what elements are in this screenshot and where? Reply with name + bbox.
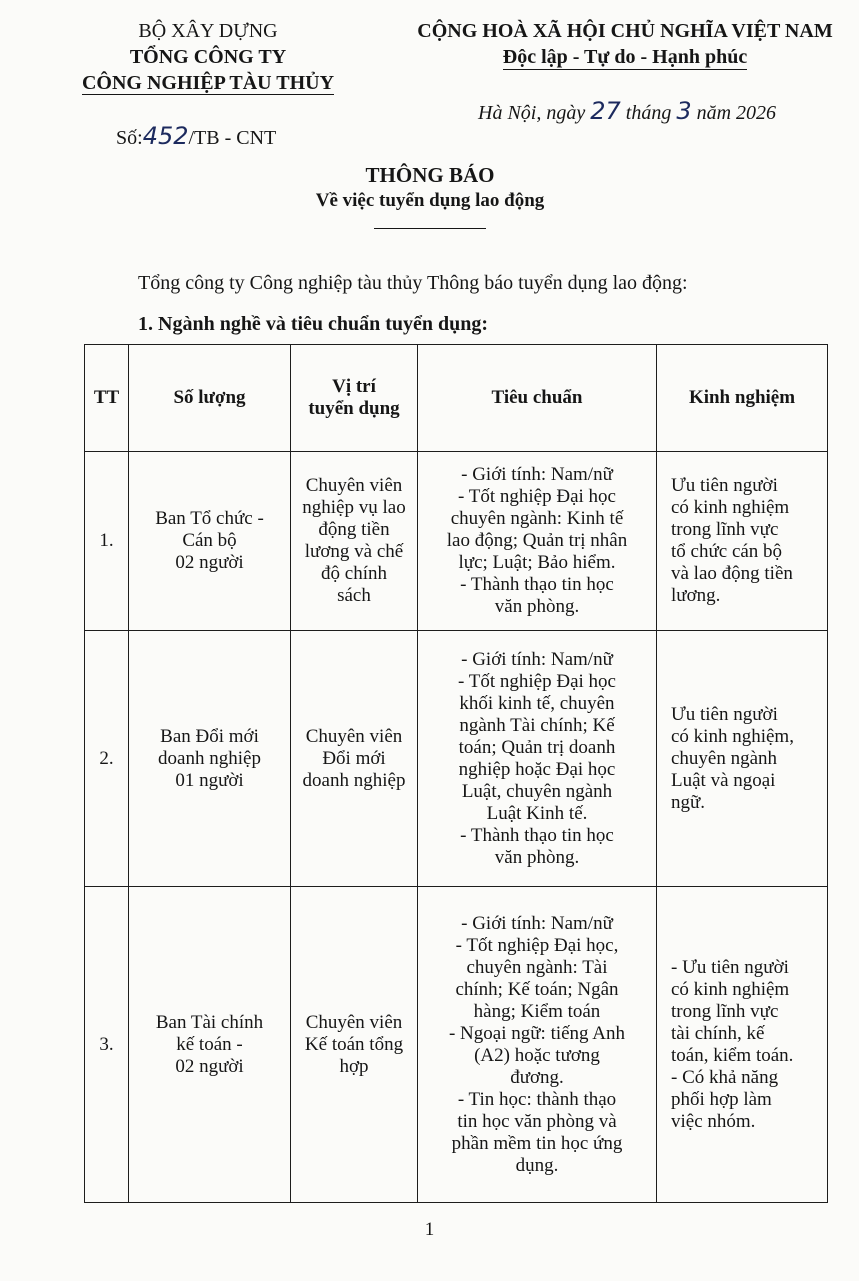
cell-quantity: Ban Tổ chức - Cán bộ 02 người bbox=[129, 452, 291, 631]
cell-position: Chuyên viên Kế toán tổng hợp bbox=[291, 887, 418, 1203]
cell-quantity: Ban Tài chính kế toán - 02 người bbox=[129, 887, 291, 1203]
section-heading: 1. Ngành nghề và tiêu chuẩn tuyển dụng: bbox=[138, 313, 489, 335]
intro-paragraph: Tổng công ty Công nghiệp tàu thủy Thông báo tuyển dụng lao động: bbox=[138, 272, 688, 294]
col-header-position: Vị trí tuyển dụng bbox=[291, 345, 418, 452]
cell-position: Chuyên viên nghiệp vụ lao động tiền lương và chế độ chính sách bbox=[291, 452, 418, 631]
cell-experience: Ưu tiên người có kinh nghiệm trong lĩnh vực tổ chức cán bộ và lao động tiền lương. bbox=[657, 452, 828, 631]
cell-experience: - Ưu tiên người có kinh nghiệm trong lĩnh vực tài chính, kế toán, kiểm toán. - Có khả năng phối hợp làm việc nhóm. bbox=[657, 887, 828, 1203]
col-header-criteria: Tiêu chuẩn bbox=[418, 345, 657, 452]
handwritten-number: 452 bbox=[142, 122, 189, 150]
title-block bbox=[180, 162, 680, 229]
table-header-row bbox=[85, 345, 828, 452]
cell-tt: 1. bbox=[85, 452, 129, 631]
recruitment-table bbox=[84, 344, 828, 1203]
cell-criteria: - Giới tính: Nam/nữ - Tốt nghiệp Đại học, chuyên ngành: Tài chính; Kế toán; Ngân hàng; Kiểm toán - Ngoại ngữ: tiếng Anh (A2) hoặc tương đương. - Tin học: thành thạo tin học văn phòng và phần mềm tin học ứng dụng. bbox=[418, 887, 657, 1203]
nation-name: CỘNG HOÀ XÃ HỘI CHỦ NGHĨA VIỆT NAM bbox=[417, 20, 833, 42]
title-divider bbox=[374, 228, 486, 229]
cell-position: Chuyên viên Đổi mới doanh nghiệp bbox=[291, 631, 418, 887]
issue-date: Hà Nội, ngày 27 tháng 3 năm 2026 bbox=[478, 97, 777, 125]
table-row bbox=[85, 887, 828, 1203]
table-row bbox=[85, 631, 828, 887]
organization-name-line2: CÔNG NGHIỆP TÀU THỦY bbox=[81, 72, 335, 94]
national-motto: Độc lập - Tự do - Hạnh phúc bbox=[502, 46, 748, 68]
cell-quantity: Ban Đổi mới doanh nghiệp 01 người bbox=[129, 631, 291, 887]
cell-criteria: - Giới tính: Nam/nữ - Tốt nghiệp Đại học khối kinh tế, chuyên ngành Tài chính; Kế toán; Quản trị doanh nghiệp hoặc Đại học Luật, chuyên ngành Luật Kinh tế. - Thành thạo tin học văn phòng. bbox=[418, 631, 657, 887]
handwritten-day: 27 bbox=[590, 97, 621, 125]
issuer-header bbox=[72, 18, 344, 96]
cell-criteria: - Giới tính: Nam/nữ - Tốt nghiệp Đại học chuyên ngành: Kinh tế lao động; Quản trị nhân lực; Luật; Bảo hiểm. - Thành thạo tin học văn phòng. bbox=[418, 452, 657, 631]
col-header-tt: TT bbox=[85, 345, 129, 452]
document-number: Số:452/TB - CNT bbox=[116, 122, 277, 150]
table-row bbox=[85, 452, 828, 631]
page-number: 1 bbox=[424, 1219, 435, 1240]
organization-name-line1: TỔNG CÔNG TY bbox=[129, 46, 287, 68]
ministry-name: BỘ XÂY DỰNG bbox=[138, 20, 278, 42]
cell-experience: Ưu tiên người có kinh nghiệm, chuyên ngành Luật và ngoại ngữ. bbox=[657, 631, 828, 887]
handwritten-month: 3 bbox=[676, 97, 692, 125]
col-header-quantity: Số lượng bbox=[129, 345, 291, 452]
col-header-experience: Kinh nghiệm bbox=[657, 345, 828, 452]
document-title: THÔNG BÁO bbox=[365, 163, 495, 187]
cell-tt: 2. bbox=[85, 631, 129, 887]
cell-tt: 3. bbox=[85, 887, 129, 1203]
national-header bbox=[400, 18, 850, 70]
document-subtitle: Về việc tuyển dụng lao động bbox=[315, 190, 545, 211]
